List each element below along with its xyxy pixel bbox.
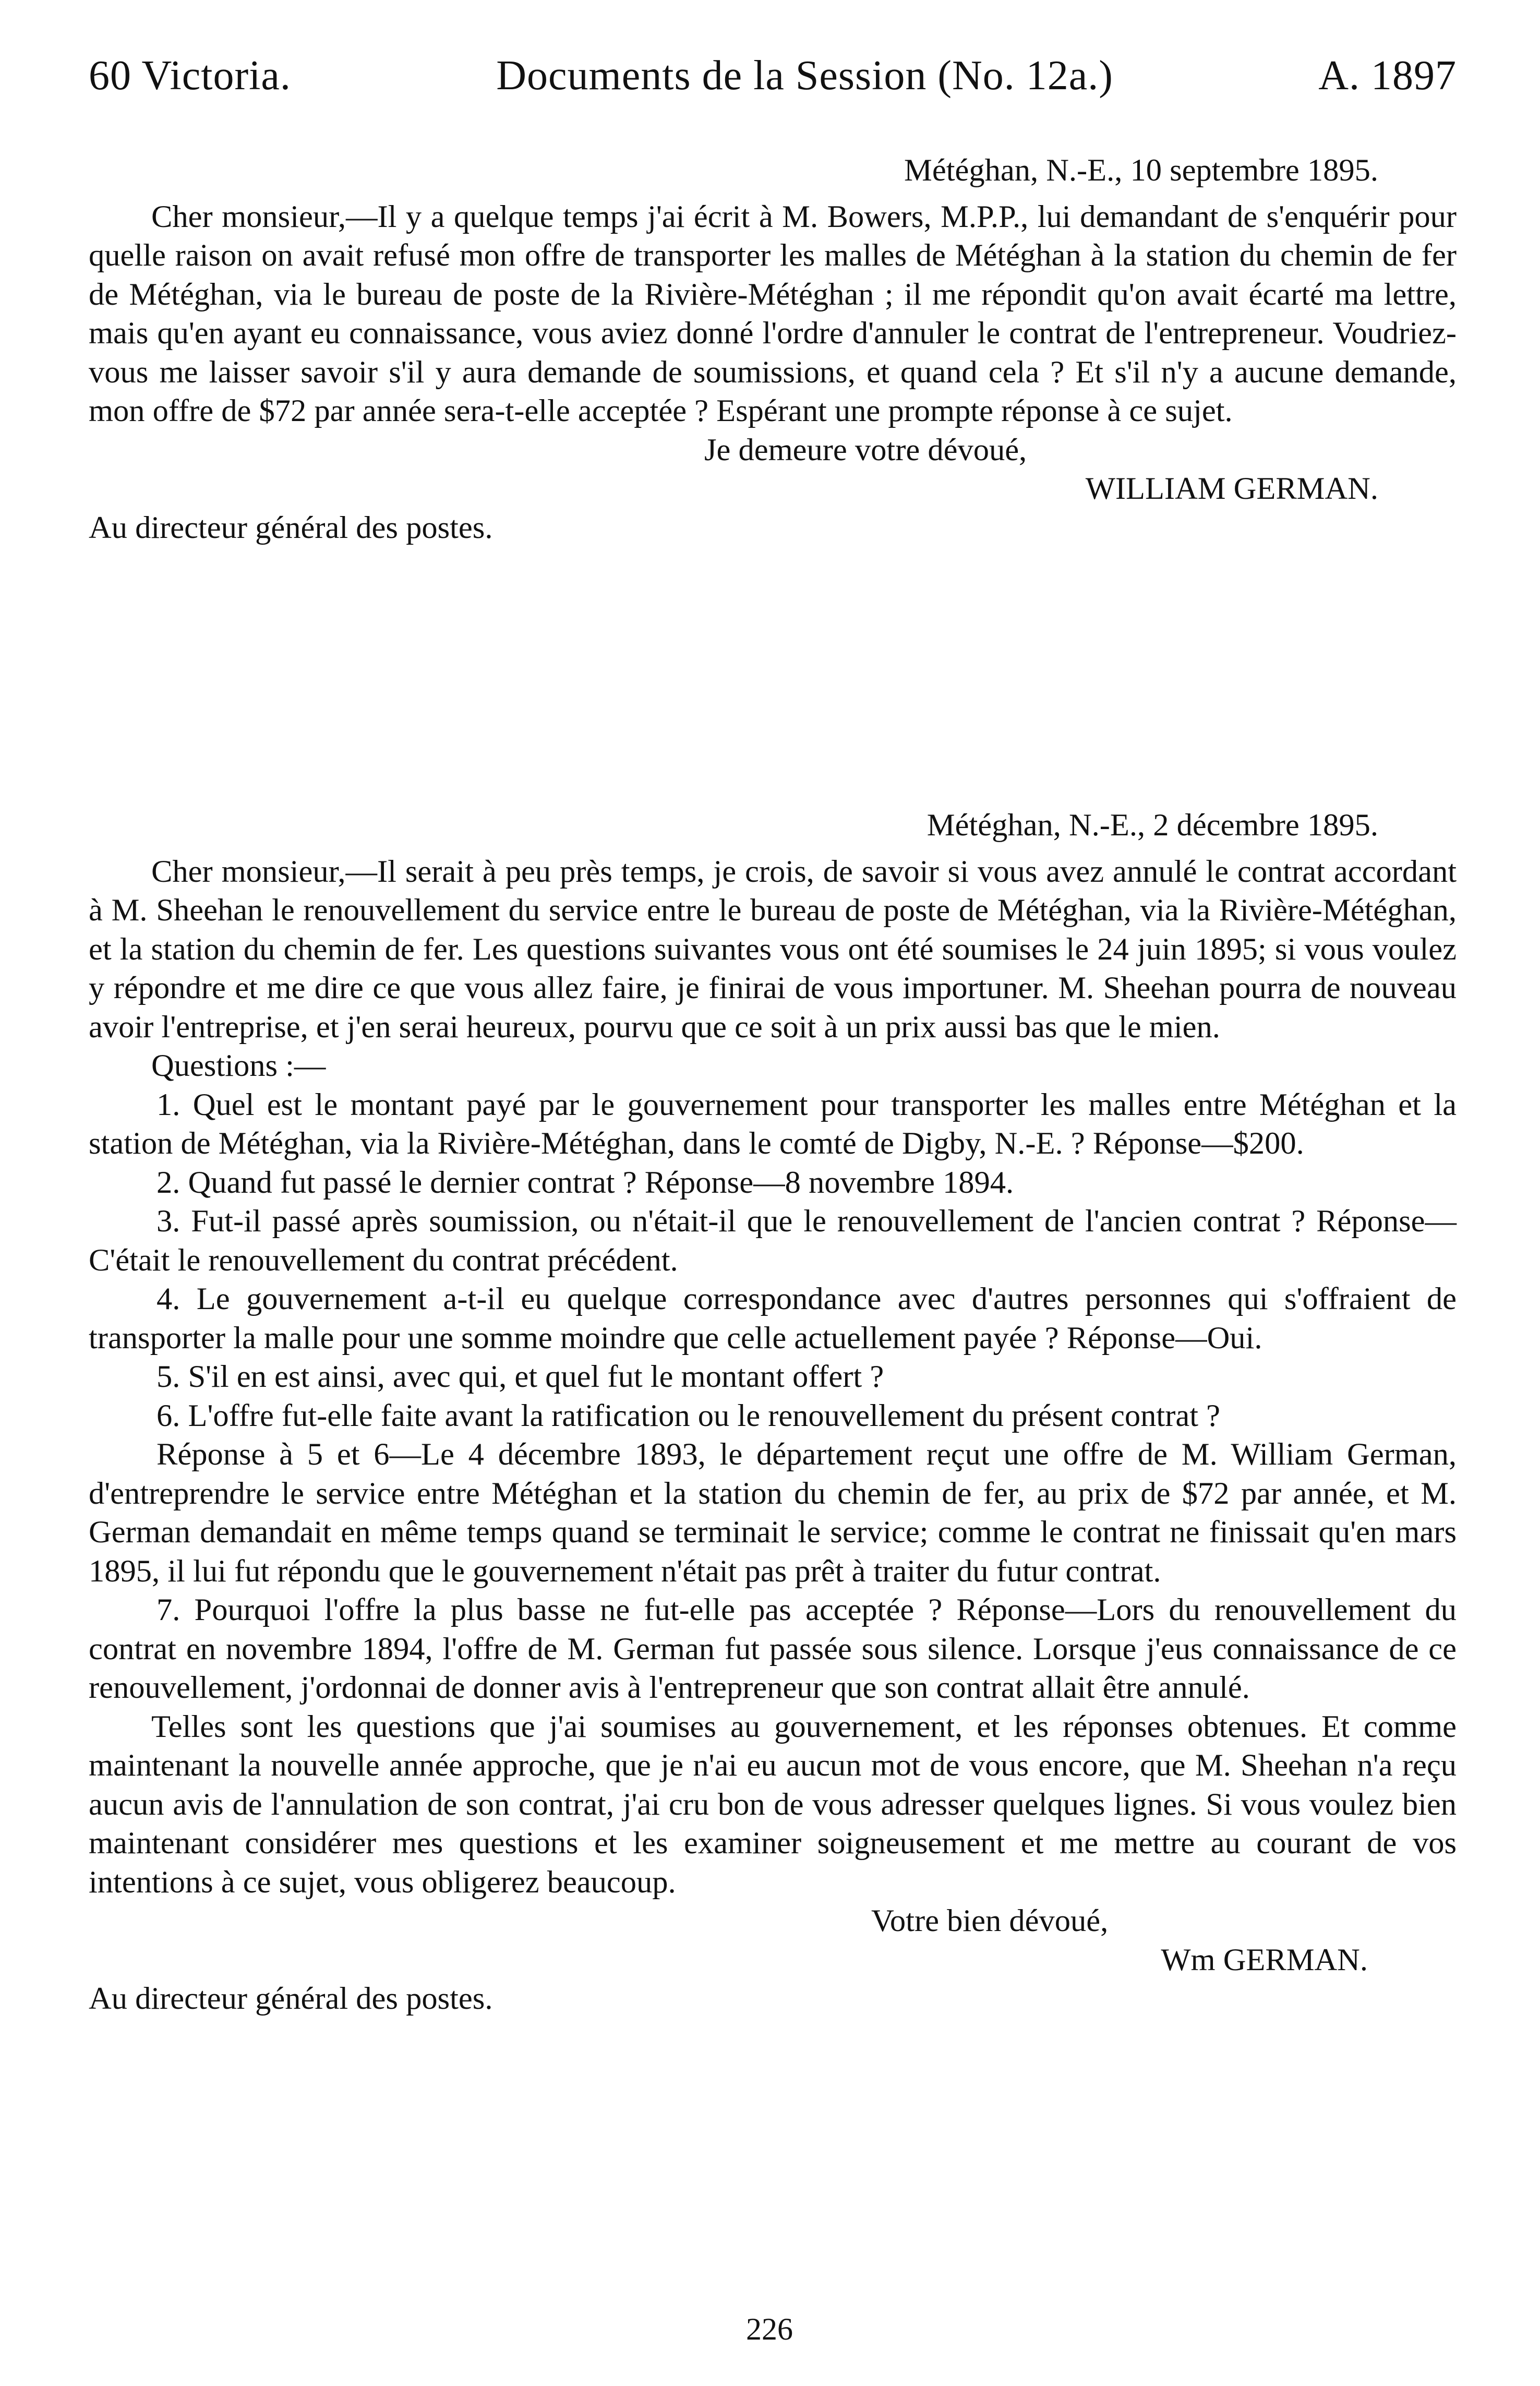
question-7: 7. Pourquoi l'offre la plus basse ne fut-elle pas acceptée ? Réponse—Lors du renouvellement du contrat en novembre 1894, l'offre de M. German fut passée sous silence. Lorsque j'eus connaissance de ce renouvellement, j'ordonnai de donner avis à l'entrepreneur que son contrat allait être annulé.	[89, 1592, 1457, 1705]
letter-2-signature: Wm GERMAN.	[1161, 1942, 1368, 1977]
question-5: 5. S'il en est ainsi, avec qui, et quel fut le montant offert ?	[157, 1359, 884, 1394]
letter-1-dateline: Météghan, N.-E., 10 septembre 1895.	[904, 153, 1378, 188]
question-4: 4. Le gouvernement a-t-il eu quelque correspondance avec d'autres personnes qui s'offraient de transporter la malle pour une somme moindre que celle actuellement payée ? Réponse—Oui.	[89, 1281, 1457, 1356]
question-3: 3. Fut-il passé après soumission, ou n'était-il que le renouvellement de l'ancien contrat ? Réponse—C'était le renouvellement du contrat précédent.	[89, 1204, 1457, 1278]
question-1: 1. Quel est le montant payé par le gouvernement pour transporter les malles entre Météghan et la station de Météghan, via la Rivière-Météghan, dans le comté de Digby, N.-E. ? Réponse—$200.	[89, 1087, 1457, 1161]
running-header	[89, 52, 1457, 110]
questions-label: Questions :—	[151, 1048, 326, 1083]
header-right: A. 1897	[1318, 53, 1457, 99]
header-center: Documents de la Session (No. 12a.)	[496, 53, 1113, 99]
letter-2-intro: Cher monsieur,—Il serait à peu près temps, je crois, de savoir si vous avez annulé le contrat accordant à M. Sheehan le renouvellement du service entre le bureau de poste de Météghan, via la Rivière-Météghan, et la station du chemin de fer. Les questions suivantes vous ont été soumises le 24 juin 1895; si vous voulez y répondre et me dire ce que vous allez faire, je finirai de vous importuner. M. Sheehan pourra de nouveau avoir l'entreprise, et j'en serai heureux, pourvu que ce soit à un prix aussi bas que le mien.	[89, 854, 1457, 1045]
letter-2	[89, 806, 1457, 2019]
letter-2-closing: Votre bien dévoué,	[871, 1903, 1109, 1938]
letter-1-body: Cher monsieur,—Il y a quelque temps j'ai écrit à M. Bowers, M.P.P., lui demandant de s'enquérir pour quelle raison on avait refusé mon offre de transporter les malles de Météghan à la station du chemin de fer de Météghan, via le bureau de poste de la Rivière-Météghan ; il me répondit qu'on avait écarté ma lettre, mais qu'en ayant eu connaissance, vous aviez donné l'ordre d'annuler le contrat de l'entrepreneur. Voudriez-vous me laisser savoir s'il y aura demande de soumissions, et quand cela ? Et s'il n'y a aucune demande, mon offre de $72 par année sera-t-elle acceptée ? Espérant une prompte réponse à ce sujet.	[89, 199, 1457, 428]
letter-2-addressee: Au directeur général des postes.	[89, 1981, 493, 2016]
letter-2-dateline: Météghan, N.-E., 2 décembre 1895.	[927, 808, 1378, 843]
letter-2-final-paragraph: Telles sont les questions que j'ai soumises au gouvernement, et les réponses obtenues. Et comme maintenant la nouvelle année approche, que je n'ai eu aucun mot de vous encore, que M. Sheehan n'a reçu aucun avis de l'annulation de son contrat, j'ai cru bon de vous adresser quelques lignes. Si vous voulez bien maintenant considérer mes questions et les examiner soigneusement et me mettre au courant de vos intentions à ce sujet, vous obligerez beaucoup.	[89, 1709, 1457, 1900]
letter-1	[89, 151, 1457, 547]
question-2: 2. Quand fut passé le dernier contrat ? Réponse—8 novembre 1894.	[157, 1165, 1014, 1200]
letter-1-closing: Je demeure votre dévoué,	[704, 432, 1027, 467]
page-number: 226	[746, 2312, 793, 2346]
header-left: 60 Victoria.	[89, 53, 291, 99]
answer-5-6: Réponse à 5 et 6—Le 4 décembre 1893, le département reçut une offre de M. William German, d'entreprendre le service entre Météghan et la station du chemin de fer, au prix de $72 par année, et M. German demandait en même temps quand se terminait le service; comme le contrat ne finissait qu'en mars 1895, il lui fut répondu que le gouvernement n'était pas prêt à traiter du futur contrat.	[89, 1437, 1457, 1589]
letter-1-signature: WILLIAM GERMAN.	[1085, 471, 1378, 506]
question-6: 6. L'offre fut-elle faite avant la ratification ou le renouvellement du présent contrat ?	[157, 1398, 1221, 1433]
letter-1-addressee: Au directeur général des postes.	[89, 510, 493, 545]
